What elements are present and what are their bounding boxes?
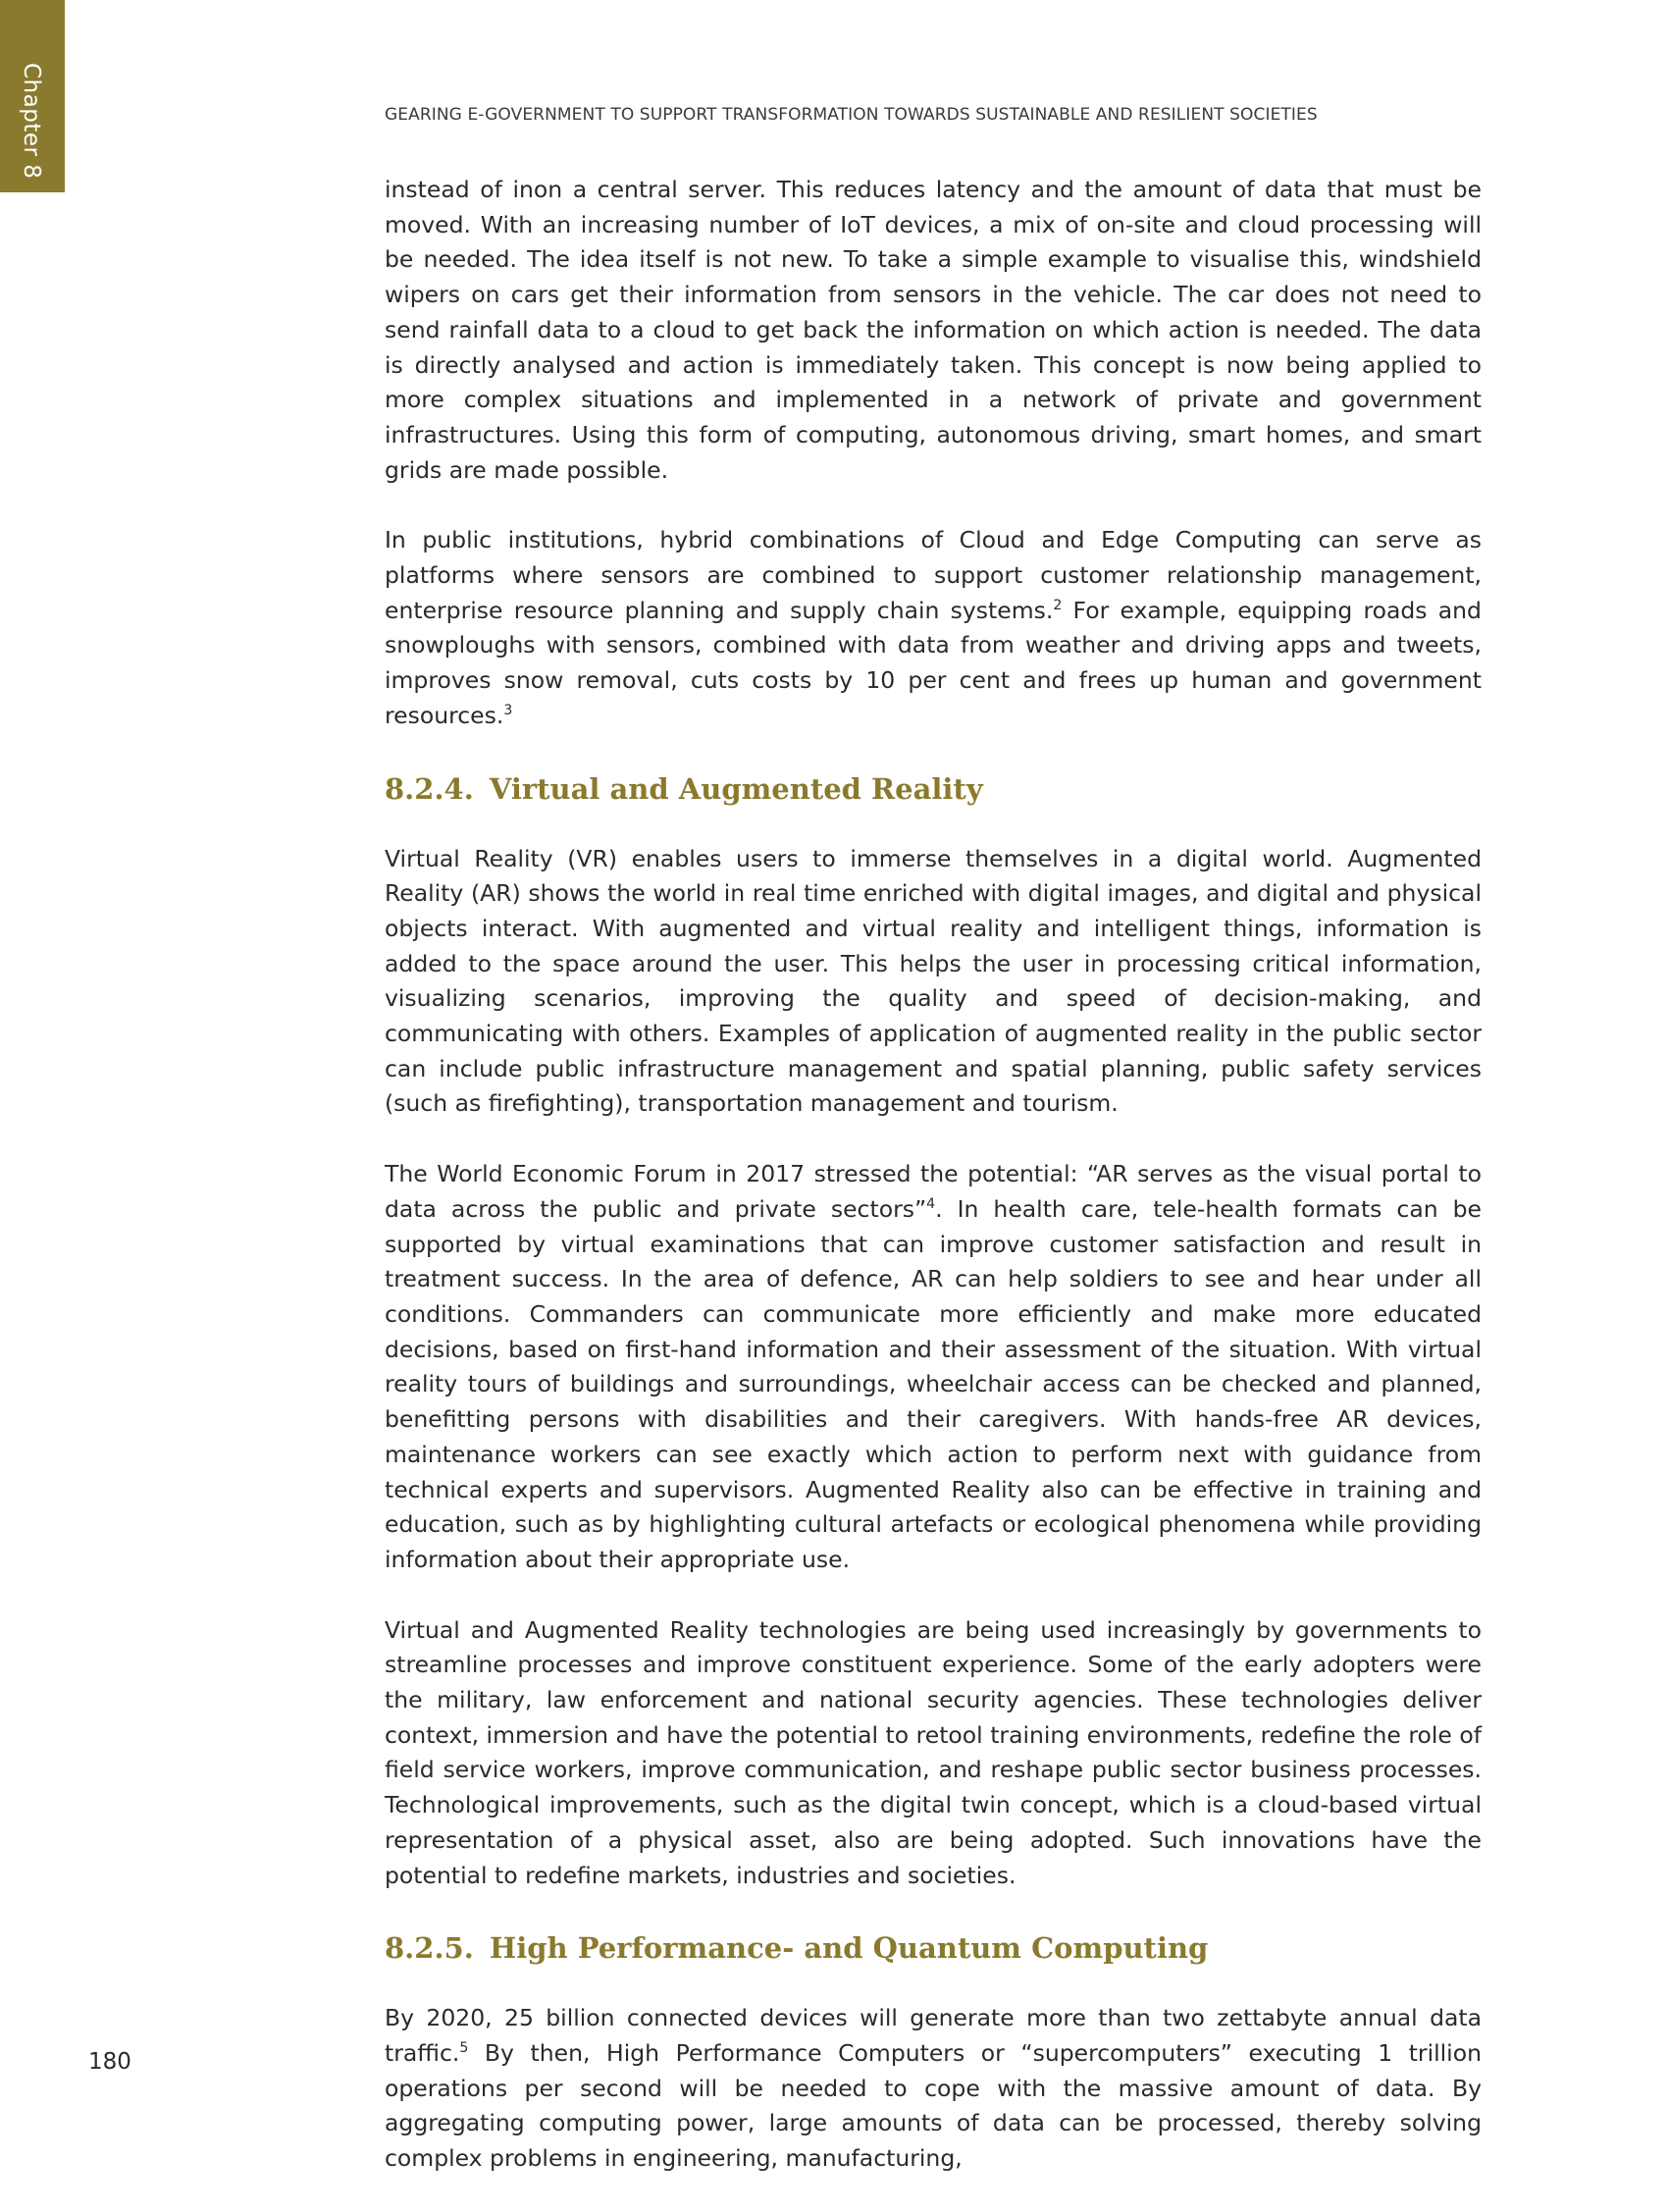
paragraph-text: By then, High Performance Computers or “supercomputers” executing 1 trillion operations per second will be needed to cope with the massive amount of data. By aggregating computing power, large amounts of data can be processed, thereby solving complex problems in engineering, manufacturing, — [385, 2038, 1482, 2173]
page-number: 180 — [88, 2049, 131, 2075]
paragraph-wef — [385, 1157, 1482, 1577]
footnote-ref[interactable]: 4 — [926, 1196, 936, 1213]
chapter-tab-label: Chapter 8 — [19, 63, 44, 180]
section-number: 8.2.4. — [385, 771, 474, 806]
paragraph-vr-ar-intro: Virtual Reality (VR) enables users to immerse themselves in a digital world. Augmented Reality (AR) shows the world in real time enriched with digital images, and digital and physical objects interact. With augmented and virtual reality and intelligent things, information is added to the space around the user. This helps the user in processing critical information, visualizing scenarios, improving the quality and speed of decision-making, and communicating with others. Examples of application of augmented reality in the public sector can include public infrastructure management and spatial planning, public safety services (such as firefighting), transportation management and tourism. — [385, 844, 1482, 1118]
chapter-tab — [0, 0, 65, 192]
section-title: High Performance- and Quantum Computing — [489, 1931, 1209, 1966]
paragraph-text: The World Economic Forum in 2017 stressed the potential: “AR serves as the visual portal to data across the public and private sectors” — [385, 1160, 1482, 1223]
running-header: GEARING E-GOVERNMENT TO SUPPORT TRANSFORMATION TOWARDS SUSTAINABLE AND RESILIENT SOCIETIES — [385, 105, 1318, 125]
footnote-ref[interactable]: 3 — [503, 703, 513, 719]
paragraph-text: . In health care, tele-health formats can be supported by virtual examinations that can improve customer satisfaction and result in treatment success. In the area of defence, AR can help soldiers to see and hear under all conditions. Commanders can communicate more efficiently and make more educated decisions, based on first-hand information and their assessment of the situation. With virtual reality tours of buildings and surroundings, wheelchair access can be checked and planned, benefitting persons with disabilities and their caregivers. With hands-free AR devices, maintenance workers can see exactly which action to perform next with guidance from technical experts and supervisors. Augmented Reality also can be effective in training and education, such as by highlighting cultural artefacts or ecological phenomena while providing information about their appropriate use. — [385, 1194, 1482, 1573]
footnote-ref[interactable]: 2 — [1053, 597, 1063, 613]
paragraph-public-institutions — [385, 523, 1482, 733]
section-number: 8.2.5. — [385, 1931, 474, 1966]
paragraph-text: By 2020, 25 billion connected devices will generate more than two zettabyte annual data traffic. — [385, 2004, 1482, 2067]
paragraph-vr-ar-governments: Virtual and Augmented Reality technologies are being used increasingly by governments to streamline processes and improve constituent experience. Some of the early adopters were the military, law enforcement and national security agencies. These technologies deliver context, immersion and have the potential to retool training environments, redefine the role of field service workers, improve communication, and reshape public sector business processes. Technological improvements, such as the digital twin concept, which is a cloud-based virtual representation of a physical asset, also are being adopted. Such innovations have the potential to redefine markets, industries and societies. — [385, 1615, 1482, 1889]
footnote-ref[interactable]: 5 — [459, 2040, 469, 2057]
page-body — [385, 173, 1482, 2212]
paragraph-text: For example, equipping roads and snowploughs with sensors, combined with data from weather and driving apps and tweets, improves snow removal, cuts costs by 10 per cent and frees up human and government resources. — [385, 596, 1482, 729]
section-heading-vr-ar — [385, 769, 1482, 809]
section-heading-hpc-quantum — [385, 1928, 1482, 1968]
paragraph-text: In public institutions, hybrid combinations of Cloud and Edge Computing can serve as platforms where sensors are combined to support customer relationship management, enterprise resource planning and supply chain systems. — [385, 526, 1482, 624]
paragraph-hpc — [385, 2001, 1482, 2177]
section-title: Virtual and Augmented Reality — [489, 771, 983, 806]
paragraph-edge-computing: instead of inon a central server. This reduces latency and the amount of data that must be moved. With an increasing number of IoT devices, a mix of on-site and cloud processing will be needed. The idea itself is not new. To take a simple example to visualise this, windshield wipers on cars get their information from sensors in the vehicle. The car does not need to send rainfall data to a cloud to get back the information on which action is needed. The data is directly analysed and action is immediately taken. This concept is now being applied to more complex situations and implemented in a network of private and government infrastructures. Using this form of computing, autonomous driving, smart homes, and smart grids are made possible. — [385, 176, 1482, 484]
